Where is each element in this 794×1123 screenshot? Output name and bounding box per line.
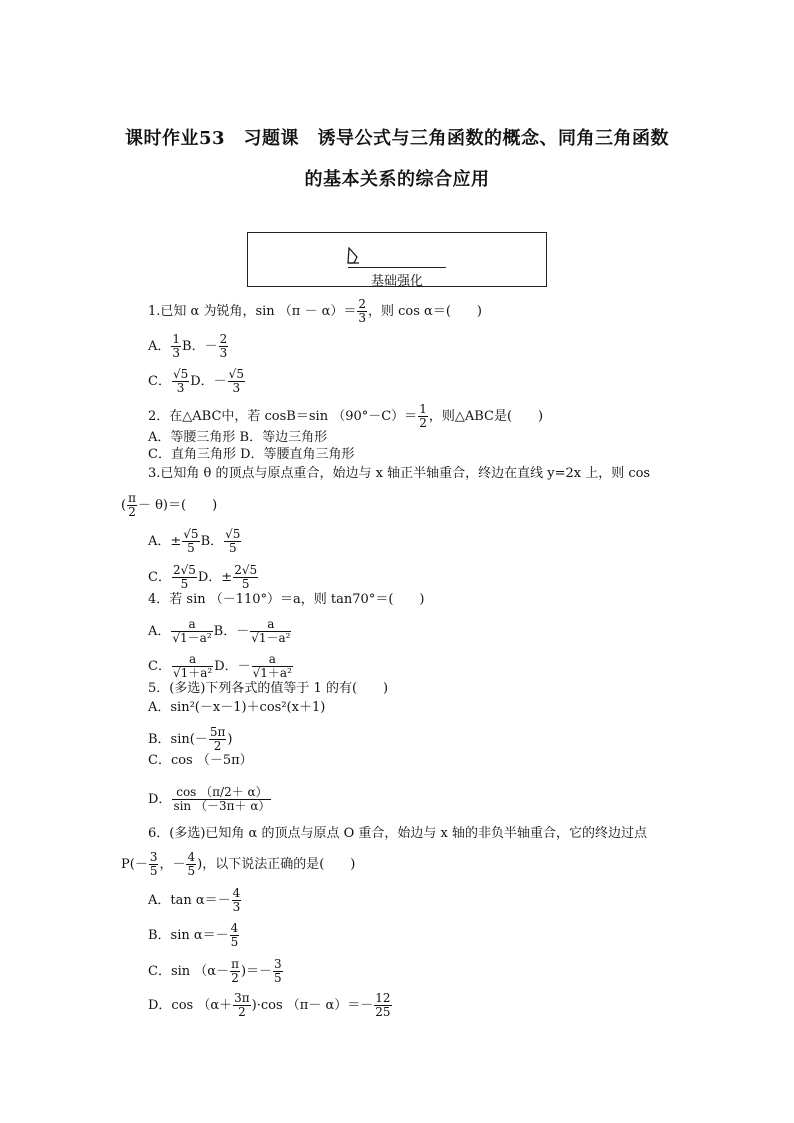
- q1-text-a: 1.已知 α 为锐角，sin （π － α）＝: [148, 304, 357, 319]
- q3-a-frac: [182, 528, 199, 555]
- q5-d-frac: [172, 786, 271, 813]
- q6-p1-num: 3: [149, 850, 158, 864]
- section-label: 基础强化: [370, 274, 423, 289]
- q4-d-den: √1＋a²: [252, 666, 292, 680]
- q6-a-label: A．tan α＝－: [148, 893, 231, 908]
- q1-stem: [148, 298, 482, 325]
- q1-b-num: 2: [219, 332, 228, 346]
- q6-c-frac: [273, 958, 283, 985]
- q6-stem-cont: [121, 851, 355, 878]
- q4-b-label: B．－: [213, 624, 250, 639]
- q5-option-c: C．cos （－5π）: [148, 753, 253, 768]
- q4-c-frac: [172, 653, 213, 680]
- q3-c-den: 5: [172, 577, 197, 591]
- q3-frac: [127, 492, 137, 519]
- q2-frac: [418, 403, 428, 430]
- q1-frac: [357, 298, 367, 325]
- q1-c-frac: [172, 368, 189, 395]
- q5-b-frac: [209, 726, 227, 753]
- page-title-line2: 的基本关系的综合应用: [304, 169, 490, 190]
- q1-a-label: A．: [148, 339, 171, 354]
- q6-p-mid: ，－: [159, 857, 186, 872]
- q6-c-mid-frac: [230, 958, 240, 985]
- q1-a-num: 1: [172, 332, 181, 346]
- q2-frac-num: 1: [419, 402, 427, 416]
- q6-a-num: 4: [232, 886, 241, 900]
- section-rule: [348, 267, 446, 268]
- q4-b-num: a: [267, 617, 275, 631]
- q2-options-1: A．等腰三角形 B．等边三角形: [148, 430, 328, 445]
- q5-d-num: cos （π/2＋ α）: [176, 785, 268, 799]
- q6-b-num: 4: [230, 921, 239, 935]
- q1-a-frac: [171, 333, 181, 360]
- q6-p2-frac: [186, 851, 196, 878]
- q4-b-den: √1－a²: [251, 631, 291, 645]
- section-box: [247, 232, 547, 287]
- q3-a-den: 5: [182, 541, 199, 555]
- q5-d-label: D．: [148, 792, 172, 807]
- q3-b-label: B．: [200, 534, 224, 549]
- q4-d-label: D．－: [214, 659, 251, 674]
- q5-stem: 5．(多选)下列各式的值等于 1 的有( ): [148, 681, 389, 696]
- q6-d-num: 12: [375, 991, 391, 1005]
- q5-option-b: [148, 726, 232, 753]
- q3-frac-num: π: [128, 491, 136, 505]
- q3-b-den: 5: [224, 541, 241, 555]
- q1-frac-den: 3: [358, 311, 367, 325]
- q3-d-den: 5: [233, 577, 258, 591]
- q2-text-b: ，则△ABC是( ): [428, 409, 544, 424]
- q6-d-label: D．cos （α＋: [148, 998, 233, 1013]
- q4-stem: 4．若 sin （－110°）＝a，则 tan70°＝( ): [148, 592, 425, 607]
- q1-b-label: B．－: [182, 339, 218, 354]
- q6-text-b-pre: P(－: [121, 857, 148, 872]
- q6-c-num: 3: [274, 957, 282, 971]
- q3-c-num: 2√5: [172, 563, 196, 577]
- q6-c-mid-den: 2: [231, 971, 239, 985]
- q6-a-frac: [232, 887, 242, 914]
- q3-c-label: C．: [148, 570, 171, 585]
- q5-b-num: 5π: [209, 725, 226, 739]
- q1-d-num: √5: [228, 367, 244, 381]
- q1-d-frac: [228, 368, 245, 395]
- q1-c-label: C．: [148, 374, 171, 389]
- q6-b-frac: [230, 922, 240, 949]
- q1-c-den: 3: [172, 381, 189, 395]
- q6-d-mid-den: 2: [233, 1005, 251, 1019]
- q3-d-frac: [233, 564, 258, 591]
- q3-options-ab: [148, 528, 242, 555]
- q1-options-cd: [148, 368, 246, 395]
- q1-d-den: 3: [228, 381, 245, 395]
- q5-b-den: 2: [209, 739, 227, 753]
- q6-d-mid-frac: [233, 992, 251, 1019]
- page-title-line1: 课时作业53 习题课 诱导公式与三角函数的概念、同角三角函数: [124, 128, 670, 149]
- q3-options-cd: [148, 564, 259, 591]
- q6-option-a: [148, 887, 242, 914]
- q5-d-den: sin （－3π＋ α）: [173, 799, 271, 813]
- q6-d-frac: [374, 992, 391, 1019]
- q3-text-b-pre: (: [121, 498, 127, 513]
- q6-p1-frac: [149, 851, 159, 878]
- q2-text-a: 2．在△ABC中，若 cosB＝sin （90°－C）＝: [148, 409, 418, 424]
- q6-option-d: [148, 992, 393, 1019]
- q4-a-frac: [171, 618, 212, 645]
- q5-option-d: [148, 786, 272, 813]
- q4-c-den: √1＋a²: [172, 666, 213, 680]
- q6-p1-den: 5: [149, 864, 158, 878]
- q3-c-frac: [172, 564, 197, 591]
- q1-options-ab: [148, 333, 229, 360]
- q5-option-a: A．sin²(－x－1)＋cos²(x＋1): [148, 700, 326, 715]
- q3-b-frac: [224, 528, 241, 555]
- q3-a-label: A．±: [148, 534, 182, 549]
- q6-p2-den: 5: [187, 864, 196, 878]
- q1-d-label: D．－: [190, 374, 227, 389]
- q6-option-c: [148, 958, 284, 985]
- q6-d-mid: )·cos （π－ α）＝－: [251, 998, 374, 1013]
- q1-b-frac: [219, 333, 229, 360]
- q6-c-den: 5: [274, 971, 282, 985]
- q4-a-label: A．: [148, 624, 171, 639]
- q6-p2-num: 4: [187, 850, 196, 864]
- q6-c-mid: )＝－: [240, 964, 273, 979]
- q3-a-num: √5: [183, 527, 199, 541]
- q3-stem-cont: [121, 492, 217, 519]
- q3-d-label: D．±: [197, 570, 233, 585]
- q4-a-den: √1－a²: [172, 631, 212, 645]
- q6-b-den: 5: [230, 935, 239, 949]
- q6-d-mid-num: 3π: [234, 991, 250, 1005]
- q3-text-b-post: － θ)＝( ): [137, 498, 218, 513]
- q4-options-cd: [148, 653, 294, 680]
- q4-a-num: a: [188, 617, 196, 631]
- q1-frac-num: 2: [358, 297, 367, 311]
- q6-a-den: 3: [232, 900, 241, 914]
- q6-stem: 6．(多选)已知角 α 的顶点与原点 O 重合，始边与 x 轴的非负半轴重合，它的终边过点: [148, 826, 647, 841]
- q4-d-num: a: [268, 652, 276, 666]
- q1-a-den: 3: [172, 346, 181, 360]
- q2-stem: [148, 403, 543, 430]
- q5-b-post: ): [227, 732, 233, 747]
- q6-b-label: B．sin α＝－: [148, 928, 229, 943]
- q2-options-2: C．直角三角形 D．等腰直角三角形: [148, 447, 355, 462]
- q4-b-frac: [250, 618, 291, 645]
- q2-frac-den: 2: [419, 416, 427, 430]
- q1-c-num: √5: [172, 367, 189, 381]
- q1-b-den: 3: [219, 346, 228, 360]
- pen-tip-icon: [346, 247, 360, 265]
- q4-options-ab: [148, 618, 292, 645]
- q5-b-label: B．sin(－: [148, 732, 208, 747]
- q4-d-frac: [252, 653, 293, 680]
- q3-stem: 3.已知角 θ 的顶点与原点重合，始边与 x 轴正半轴重合，终边在直线 y=2x 上，则 cos: [148, 466, 651, 481]
- q6-c-label: C．sin （α－: [148, 964, 230, 979]
- q3-frac-den: 2: [128, 505, 136, 519]
- q3-d-num: 2√5: [234, 563, 258, 577]
- q6-text-b-post: )，以下说法正确的是( ): [197, 857, 356, 872]
- q4-c-num: a: [189, 652, 197, 666]
- q6-c-mid-num: π: [231, 957, 239, 971]
- q4-c-label: C．: [148, 659, 171, 674]
- q6-d-den: 25: [375, 1005, 391, 1019]
- q1-text-b: ，则 cos α＝( ): [368, 304, 482, 319]
- q3-b-num: √5: [225, 527, 241, 541]
- q6-option-b: [148, 922, 240, 949]
